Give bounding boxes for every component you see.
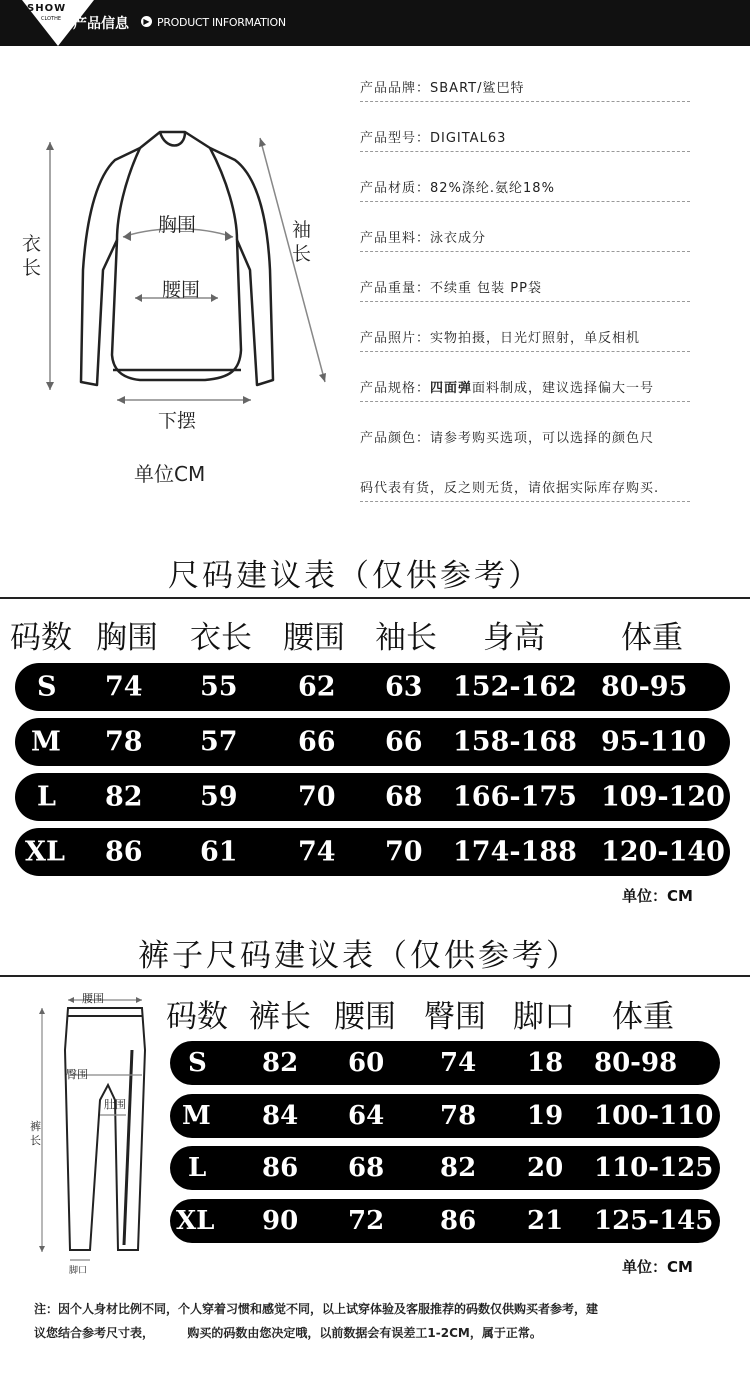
top-table-divider [0,597,750,599]
info-brand: 产品品牌：SBART/鲨巴特 [360,71,690,102]
table-row: M 78 57 66 66 158-168 95-110 [15,718,730,766]
info-color: 产品颜色：请参考购买选项，可以选择的颜色尺 [360,431,655,446]
top-table-title: 尺码建议表（仅供参考） [168,558,542,594]
pants-hip-label: 臀围 [66,1068,88,1081]
header-subtitle: PRODUCT INFORMATION [157,16,286,29]
info-spec: 产品规格：四面弹面料制成，建议选择偏大一号 [360,371,690,402]
shirt-diagram [15,120,345,420]
table-row: L 86 68 82 20 110-125 [170,1146,720,1190]
pants-table-unit: 单位：CM [622,1258,693,1276]
info-weight: 产品重量：不续重 包装 PP袋 [360,271,690,302]
top-table-unit: 单位：CM [622,887,693,905]
info-model: 产品型号：DIGITAL63 [360,121,690,152]
table-row: XL 90 72 86 21 125-145 [170,1199,720,1243]
info-color-cont: 码代表有货，反之则无货，请依据实际库存购买. [360,471,690,502]
table-row: XL 86 61 74 70 174-188 120-140 [15,828,730,876]
sleeve-label: 袖长 [292,219,312,265]
logo-show: SHOW [27,3,67,14]
top-table-header: 码数 胸围 衣长 腰围 袖长 身高 体重 [10,620,683,656]
pants-thigh-label: 肚围 [104,1098,126,1111]
unit-label: 单位CM [134,462,206,486]
hem-label: 下摆 [158,410,197,432]
info-lining: 产品里料：泳衣成分 [360,221,690,252]
pants-table-divider [0,975,750,977]
pants-length-label: 裤长 [30,1120,41,1147]
header-title: 产品信息 [73,16,129,32]
note-line-2: 议您结合参考尺寸表， 购买的码数由您决定哦，以前数据会有误差工1-2CM，属于正常。 [34,1326,542,1340]
table-row: S 74 55 62 63 152-162 80-95 [15,663,730,711]
info-material: 产品材质：82%涤纶.氨纶18% [360,171,690,202]
table-row: S 82 60 74 18 80-98 [170,1041,720,1085]
note-line-1: 注：因个人身材比例不同，个人穿着习惯和感觉不同，以上试穿体验及客服推荐的码数仅供购买者参考，建 [34,1302,599,1316]
logo-clothe: CLOTHE [41,16,62,22]
waist-label: 腰围 [162,279,201,301]
chest-label: 胸围 [158,214,197,236]
pants-table-header: 码数 裤长 腰围 臀围 脚口 体重 [166,999,674,1035]
table-row: L 82 59 70 68 166-175 109-120 [15,773,730,821]
pants-waist-label: 腰围 [82,992,104,1005]
pants-ankle-label: 脚口 [69,1266,88,1276]
length-label: 衣长 [22,233,42,279]
play-circle-icon: ▶ [141,16,152,27]
pants-table-title: 裤子尺码建议表（仅供参考） [138,938,580,974]
table-row: M 84 64 78 19 100-110 [170,1094,720,1138]
info-photo: 产品照片：实物拍摄，日光灯照射，单反相机 [360,321,690,352]
